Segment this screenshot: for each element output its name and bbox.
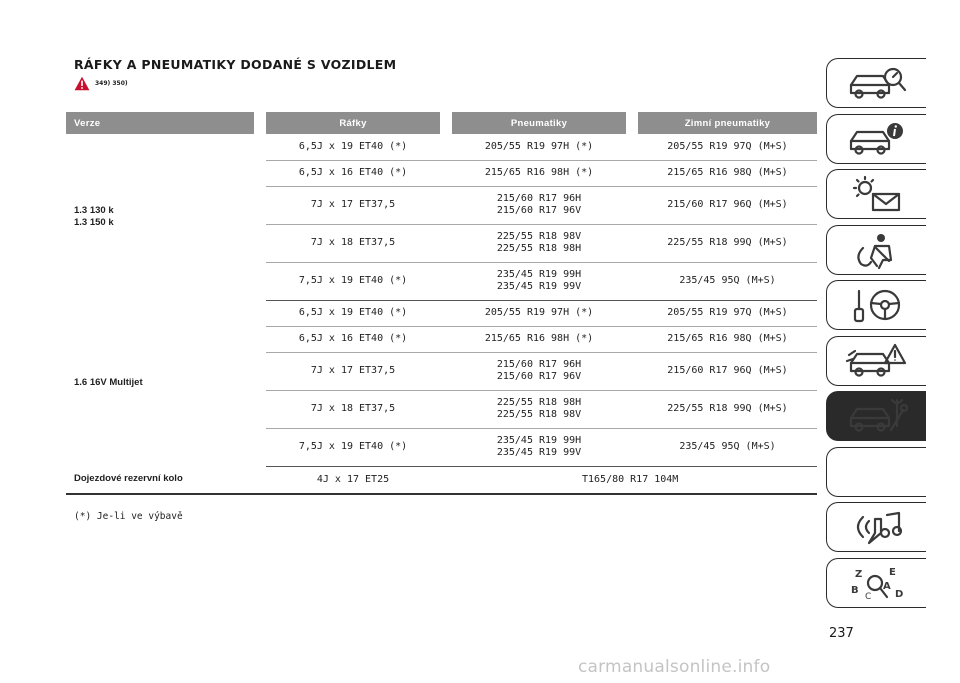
rim-size: 7,5J x 19 ET40 (*) bbox=[298, 441, 408, 452]
table-header-row bbox=[66, 112, 817, 134]
tyre-size: 235/45 R19 99V bbox=[496, 447, 582, 458]
tyre-size: 235/45 R19 99H bbox=[496, 435, 582, 446]
tyre-cell bbox=[452, 300, 626, 326]
svg-text:C: C bbox=[864, 591, 871, 602]
winter-tyre-size: 225/55 R18 99Q (M+S) bbox=[667, 237, 788, 248]
warning-light-mail-icon bbox=[845, 174, 909, 214]
rim-cell bbox=[266, 352, 440, 390]
rims-tyres-table bbox=[66, 112, 817, 495]
winter-tyre-cell bbox=[638, 390, 817, 428]
technical-data-gears-icon bbox=[845, 452, 909, 492]
spare-wheel-label bbox=[66, 466, 254, 494]
warning-refs: 349) 350) bbox=[95, 79, 128, 87]
sidebar-tab-alphabetical-index[interactable] bbox=[826, 558, 926, 608]
winter-tyre-size: 205/55 R19 97Q (M+S) bbox=[667, 140, 788, 152]
tyre-cell bbox=[452, 134, 626, 160]
sidebar-tab-car-info[interactable] bbox=[826, 114, 926, 164]
rim-cell bbox=[266, 160, 440, 186]
alphabetical-index-icon bbox=[845, 563, 909, 603]
winter-tyre-size: 215/65 R16 98Q (M+S) bbox=[667, 333, 788, 344]
sidebar-tab-technical-data-gears[interactable] bbox=[826, 447, 926, 497]
tyre-size: 215/60 R17 96H bbox=[496, 193, 582, 204]
sidebar-tab-airbag-seatbelt[interactable] bbox=[826, 225, 926, 275]
tyre-size: 225/55 R18 98V bbox=[496, 409, 582, 420]
tyre-cell bbox=[452, 390, 626, 428]
tyre-size: 215/60 R17 96V bbox=[496, 205, 582, 216]
winter-tyre-cell bbox=[638, 300, 817, 326]
version-cell bbox=[66, 300, 254, 466]
tyre-cell bbox=[452, 326, 626, 352]
sidebar-tab-car-dashboard[interactable] bbox=[826, 58, 926, 108]
rim-cell bbox=[266, 224, 440, 262]
section-title: RÁFKY A PNEUMATIKY DODANÉ S VOZIDLEM bbox=[74, 57, 397, 72]
version-label: 1.3 150 k bbox=[74, 217, 114, 228]
car-maintenance-tools-icon bbox=[845, 396, 909, 436]
watermark: carmanualsonline.info bbox=[578, 657, 771, 677]
page-number: 237 bbox=[829, 626, 854, 641]
winter-tyre-cell bbox=[638, 134, 817, 160]
rim-cell bbox=[266, 186, 440, 224]
spare-wheel-row bbox=[66, 466, 817, 494]
winter-tyre-size: 215/60 R17 96Q (M+S) bbox=[667, 365, 788, 376]
tyre-cell bbox=[452, 262, 626, 300]
tyre-size: 225/55 R18 98V bbox=[496, 231, 582, 242]
header-verze: Verze bbox=[66, 112, 254, 134]
svg-text:A: A bbox=[882, 580, 891, 592]
car-info-icon bbox=[845, 119, 909, 159]
tyre-size: 215/65 R16 98H (*) bbox=[484, 333, 594, 344]
multimedia-navigation-icon bbox=[845, 507, 909, 547]
tyre-size: 235/45 R19 99V bbox=[496, 281, 582, 292]
table-row bbox=[66, 134, 817, 160]
winter-tyre-size: 225/55 R18 99Q (M+S) bbox=[667, 403, 788, 414]
spare-wheel-label-text: Dojezdové rezervní kolo bbox=[74, 473, 183, 485]
tyre-cell bbox=[452, 352, 626, 390]
rim-cell bbox=[266, 428, 440, 466]
winter-tyre-cell bbox=[638, 160, 817, 186]
svg-text:B: B bbox=[850, 584, 859, 596]
rim-size: 6,5J x 16 ET40 (*) bbox=[298, 333, 408, 344]
rim-cell bbox=[266, 326, 440, 352]
svg-text:Z: Z bbox=[854, 568, 862, 580]
car-warning-triangle-icon bbox=[845, 341, 909, 381]
winter-tyre-cell bbox=[638, 186, 817, 224]
footnote: (*) Je-li ve výbavě bbox=[74, 511, 183, 522]
winter-tyre-cell bbox=[638, 428, 817, 466]
rim-size: 6,5J x 16 ET40 (*) bbox=[298, 167, 408, 178]
winter-tyre-size: 235/45 95Q (M+S) bbox=[679, 441, 776, 452]
chapter-sidebar bbox=[826, 58, 928, 613]
tyre-cell bbox=[452, 224, 626, 262]
rim-cell bbox=[266, 390, 440, 428]
winter-tyre-size: 215/60 R17 96Q (M+S) bbox=[667, 199, 788, 210]
sidebar-tab-multimedia-navigation[interactable] bbox=[826, 502, 926, 552]
sidebar-tab-car-maintenance-tools[interactable] bbox=[826, 391, 926, 441]
winter-tyre-size: 205/55 R19 97Q (M+S) bbox=[667, 307, 788, 318]
winter-tyre-cell bbox=[638, 326, 817, 352]
rim-size: 6,5J x 19 ET40 (*) bbox=[298, 140, 408, 152]
tyre-size: 205/55 R19 97H (*) bbox=[484, 140, 594, 152]
tyre-size: 215/60 R17 96H bbox=[496, 359, 582, 370]
rim-size: 7J x 18 ET37,5 bbox=[310, 237, 396, 248]
tyre-size: 215/60 R17 96V bbox=[496, 371, 582, 382]
tyre-size: 205/55 R19 97H (*) bbox=[484, 307, 594, 318]
header-rafky: Ráfky bbox=[266, 112, 440, 134]
tyre-cell bbox=[452, 186, 626, 224]
warning-reference bbox=[74, 74, 128, 92]
header-zimni-pneumatiky: Zimní pneumatiky bbox=[638, 112, 817, 134]
winter-tyre-size: 235/45 95Q (M+S) bbox=[679, 275, 776, 286]
tyre-cell bbox=[452, 160, 626, 186]
spare-tyre-size: T165/80 R17 104M bbox=[582, 473, 679, 485]
table-row bbox=[66, 300, 817, 326]
tyre-size: 215/65 R16 98H (*) bbox=[484, 167, 594, 178]
spare-tyre-cell bbox=[452, 466, 817, 494]
rim-cell bbox=[266, 262, 440, 300]
version-label: 1.3 130 k bbox=[74, 205, 114, 216]
version-cell bbox=[66, 134, 254, 300]
spare-rim-cell bbox=[266, 466, 440, 494]
sidebar-tab-car-warning-triangle[interactable] bbox=[826, 336, 926, 386]
tyre-size: 225/55 R18 98H bbox=[496, 397, 582, 408]
winter-tyre-cell bbox=[638, 352, 817, 390]
svg-text:D: D bbox=[894, 588, 903, 600]
svg-text:E: E bbox=[888, 566, 896, 578]
airbag-seatbelt-icon bbox=[845, 230, 909, 270]
gearstick-steering-icon bbox=[845, 285, 909, 325]
rim-size: 7J x 17 ET37,5 bbox=[310, 199, 396, 210]
winter-tyre-cell bbox=[638, 262, 817, 300]
rim-size: 6,5J x 19 ET40 (*) bbox=[298, 307, 408, 318]
rim-size: 7J x 17 ET37,5 bbox=[310, 365, 396, 376]
spare-rim-size: 4J x 17 ET25 bbox=[316, 473, 390, 485]
sidebar-tab-gearstick-steering[interactable] bbox=[826, 280, 926, 330]
winter-tyre-cell bbox=[638, 224, 817, 262]
version-label: 1.6 16V Multijet bbox=[74, 377, 143, 388]
car-dashboard-icon bbox=[845, 63, 909, 103]
header-pneumatiky: Pneumatiky bbox=[452, 112, 626, 134]
tyre-size: 235/45 R19 99H bbox=[496, 269, 582, 280]
sidebar-tab-warning-light-mail[interactable] bbox=[826, 169, 926, 219]
warning-triangle-icon bbox=[74, 76, 90, 91]
winter-tyre-size: 215/65 R16 98Q (M+S) bbox=[667, 167, 788, 178]
rim-cell bbox=[266, 300, 440, 326]
rim-size: 7,5J x 19 ET40 (*) bbox=[298, 275, 408, 286]
tyre-size: 225/55 R18 98H bbox=[496, 243, 582, 254]
tyre-cell bbox=[452, 428, 626, 466]
rim-size: 7J x 18 ET37,5 bbox=[310, 403, 396, 414]
rim-cell bbox=[266, 134, 440, 160]
